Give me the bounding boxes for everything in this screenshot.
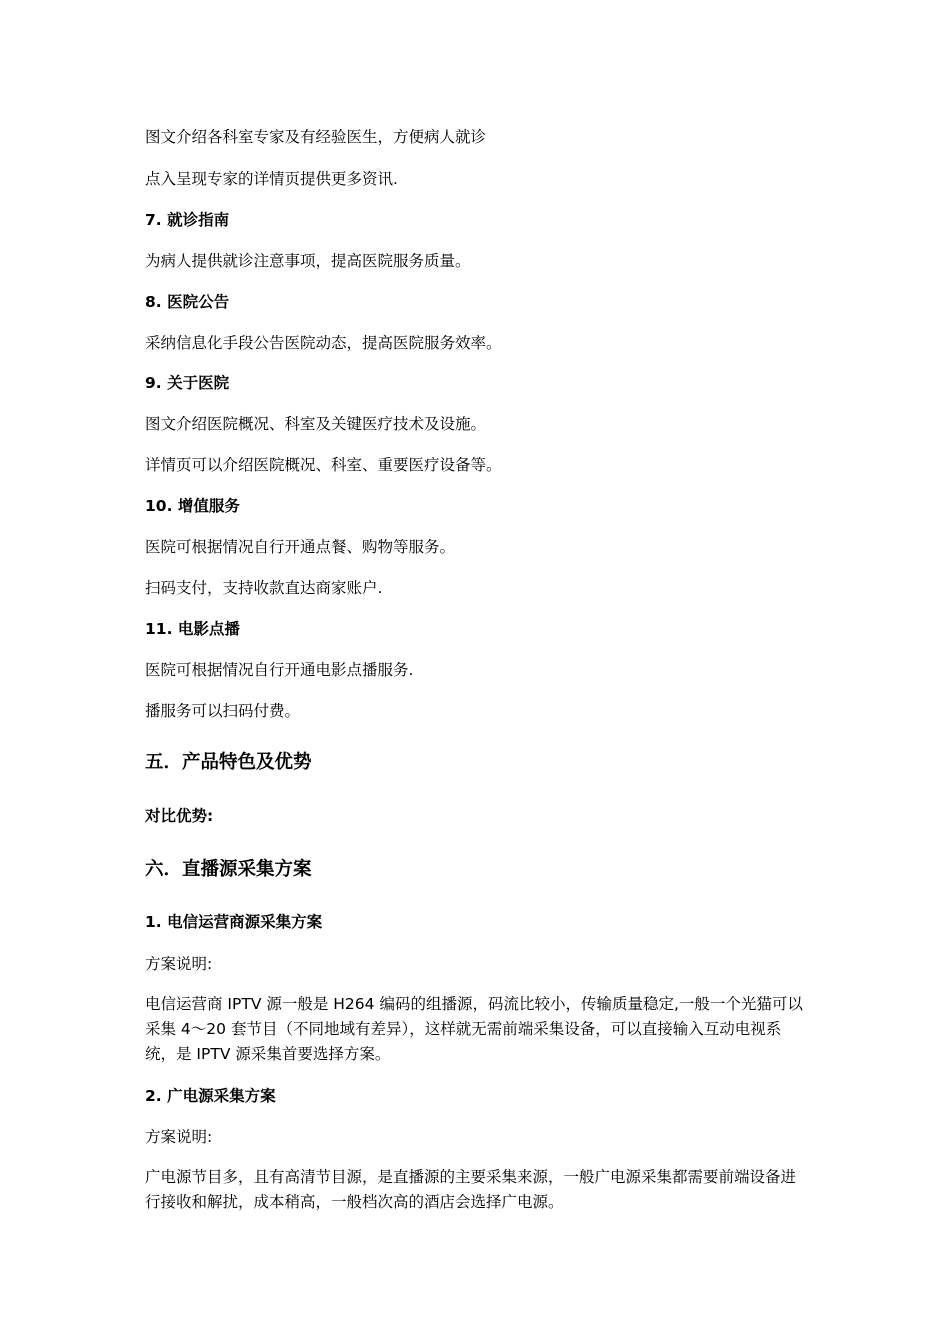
section-heading: 五．产品特色及优势 (145, 752, 312, 773)
subsection-heading: 8. 医院公告 (145, 293, 230, 311)
text-line: 扫码支付，支持收款直达商家账户. (145, 579, 383, 597)
text-line: 为病人提供就诊注意事项，提高医院服务质量。 (145, 252, 471, 270)
text-line: 方案说明: (145, 955, 213, 973)
text-line: 医院可根据情况自行开通点餐、购物等服务。 (145, 538, 456, 556)
text-line: 方案说明: (145, 1128, 213, 1146)
section-heading: 六．直播源采集方案 (145, 859, 312, 880)
text-line: 详情页可以介绍医院概况、科室、重要医疗设备等。 (145, 456, 502, 474)
paragraph: 广电源节目多，且有高清节目源，是直播源的主要采集来源，一般广电源采集都需要前端设备进行接收和解扰，成本稍高，一般档次高的酒店会选择广电源。 (145, 1168, 797, 1211)
subsection-heading: 9. 关于医院 (145, 374, 230, 392)
subsection-heading: 1. 电信运营商源采集方案 (145, 913, 323, 931)
subsection-heading: 7. 就诊指南 (145, 211, 230, 229)
text-line: 采纳信息化手段公告医院动态，提高医院服务效率。 (145, 334, 502, 352)
text-line: 医院可根据情况自行开通电影点播服务. (145, 661, 414, 679)
subsection-heading: 11. 电影点播 (145, 620, 240, 638)
text-line: 点入呈现专家的详情页提供更多资讯. (145, 170, 398, 188)
paragraph: 电信运营商 IPTV 源一般是 H264 编码的组播源，码流比较小，传输质量稳定,一般一个光猫可以采集 4～20 套节目（不同地域有差异），这样就无需前端采集设备，可以直接输入互动电视系统，是 IPTV 源采集首要选择方案。 (145, 995, 803, 1063)
text-line: 图文介绍医院概况、科室及关键医疗技术及设施。 (145, 415, 487, 433)
subsection-heading: 10. 增值服务 (145, 497, 240, 515)
text-line: 播服务可以扫码付费。 (145, 702, 301, 720)
subsection-heading: 2. 广电源采集方案 (145, 1087, 276, 1105)
subsection-heading: 对比优势: (145, 807, 214, 825)
text-line: 图文介绍各科室专家及有经验医生，方便病人就诊 (145, 128, 487, 146)
